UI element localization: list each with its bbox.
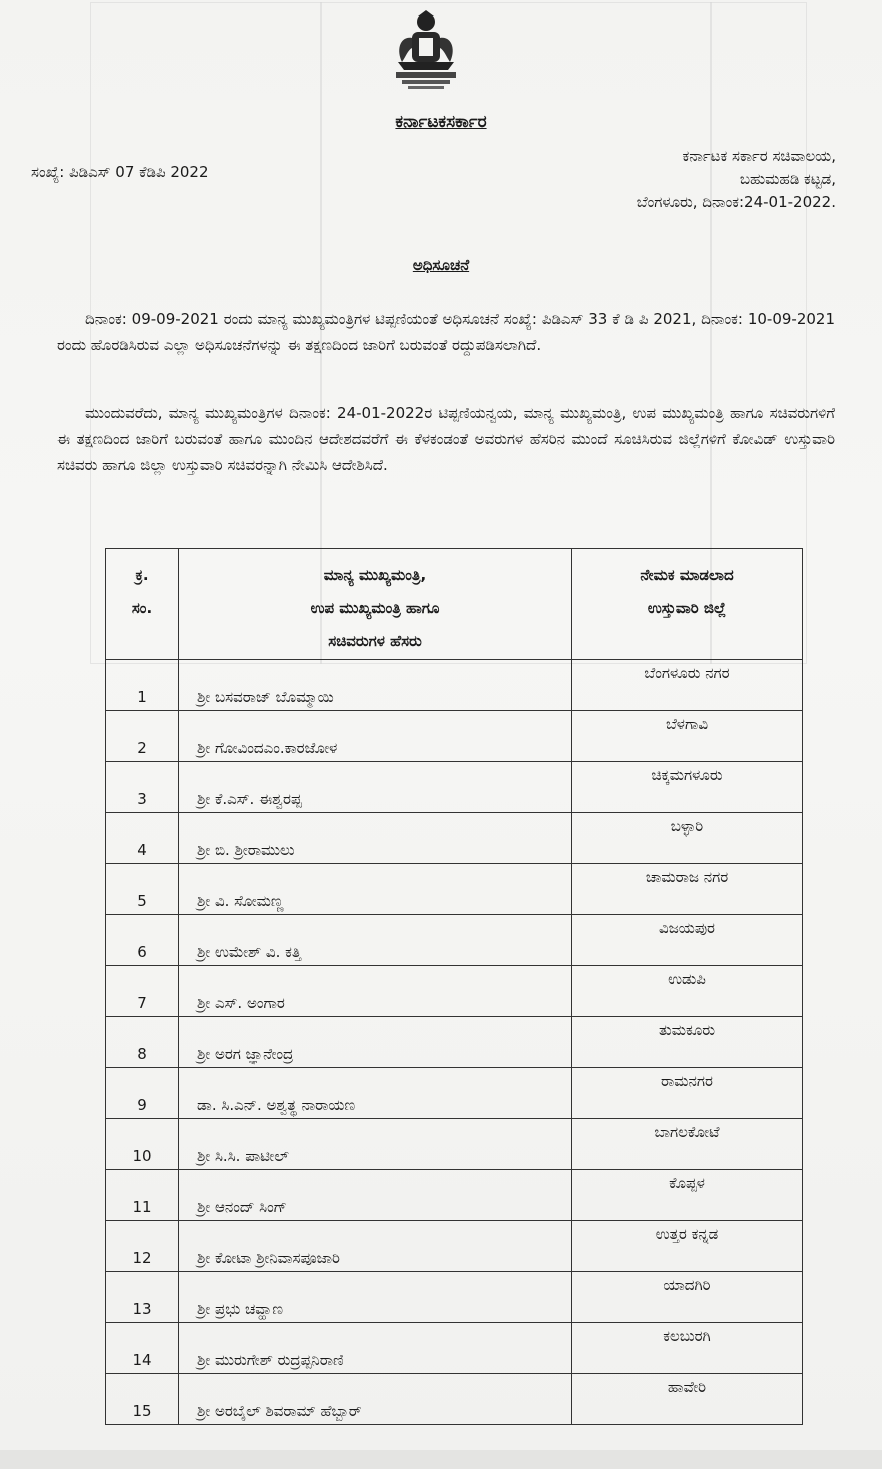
table-row xyxy=(106,1374,803,1425)
district-cell: ಚಿಕ್ಕಮಗಳೂರು xyxy=(572,762,803,813)
district-cell: ಬಾಗಲಕೋಟೆ xyxy=(572,1119,803,1170)
serial-number-cell: 12 xyxy=(106,1221,179,1272)
col-district-header: ನೇಮಕ ಮಾಡಲಾದ ಉಸ್ತುವಾರಿ ಜಿಲ್ಲೆ xyxy=(572,549,803,660)
minister-name-cell: ಶ್ರೀ ಅರಬೈಲ್ ಶಿವರಾಮ್ ಹೆಬ್ಬಾರ್ xyxy=(179,1374,572,1425)
minister-name-cell: ಶ್ರೀ ಗೋವಿಂದಎಂ.ಕಾರಜೋಳ xyxy=(179,711,572,762)
district-cell: ಬೆಂಗಳೂರು ನಗರ xyxy=(572,660,803,711)
table-row xyxy=(106,1068,803,1119)
district-cell: ಯಾದಗಿರಿ xyxy=(572,1272,803,1323)
serial-number-cell: 10 xyxy=(106,1119,179,1170)
reference-number: ಸಂಖ್ಯೆ: ಪಿಡಿಎಸ್ 07 ಕೆಡಿಪಿ 2022 xyxy=(31,163,209,181)
minister-name-cell: ಶ್ರೀ ಬಸವರಾಜ್ ಬೊಮ್ಮಾಯಿ xyxy=(179,660,572,711)
table-row xyxy=(106,1170,803,1221)
table-row xyxy=(106,1221,803,1272)
table-row xyxy=(106,1272,803,1323)
table-row xyxy=(106,762,803,813)
minister-name-cell: ಶ್ರೀ ಕೆ.ಎಸ್. ಈಶ್ವರಪ್ಪ xyxy=(179,762,572,813)
serial-number-cell: 9 xyxy=(106,1068,179,1119)
minister-name-cell: ಶ್ರೀ ಪ್ರಭು ಚವ್ಹಾಣ xyxy=(179,1272,572,1323)
district-cell: ತುಮಕೂರು xyxy=(572,1017,803,1068)
serial-number-cell: 6 xyxy=(106,915,179,966)
serial-number-cell: 1 xyxy=(106,660,179,711)
table-row xyxy=(106,966,803,1017)
bottom-strip xyxy=(0,1450,882,1469)
minister-name-cell: ಶ್ರೀ ಎಸ್. ಅಂಗಾರ xyxy=(179,966,572,1017)
minister-name-cell: ಶ್ರೀ ಅರಗ ಜ್ಞಾನೇಂದ್ರ xyxy=(179,1017,572,1068)
table-row xyxy=(106,915,803,966)
address-line: ಕರ್ನಾಟಕ ಸರ್ಕಾರ ಸಚಿವಾಲಯ, xyxy=(682,147,836,165)
serial-number-cell: 8 xyxy=(106,1017,179,1068)
district-cell: ಚಾಮರಾಜ ನಗರ xyxy=(572,864,803,915)
district-cell: ಕಲಬುರಗಿ xyxy=(572,1323,803,1374)
table-row xyxy=(106,1017,803,1068)
district-cell: ರಾಮನಗರ xyxy=(572,1068,803,1119)
address-block xyxy=(637,145,836,214)
minister-name-cell: ಶ್ರೀ ಸಿ.ಸಿ. ಪಾಟೀಲ್ xyxy=(179,1119,572,1170)
district-cell: ವಿಜಯಪುರ xyxy=(572,915,803,966)
table-row xyxy=(106,864,803,915)
table-body xyxy=(106,660,803,1425)
serial-number-cell: 15 xyxy=(106,1374,179,1425)
col-serial-header: ಕ್ರ. ಸಂ. xyxy=(106,549,179,660)
minister-name-cell: ಶ್ರೀ ಮುರುಗೇಶ್ ರುದ್ರಪ್ಪನಿರಾಣಿ xyxy=(179,1323,572,1374)
minister-name-cell: ಶ್ರೀ ಬಿ. ಶ್ರೀರಾಮುಲು xyxy=(179,813,572,864)
paragraph-cancellation: ದಿನಾಂಕ: 09-09-2021 ರಂದು ಮಾನ್ಯ ಮುಖ್ಯಮಂತ್ರಿಗಳ ಟಿಪ್ಪಣಿಯಂತೆ ಅಧಿಸೂಚನೆ ಸಂಖ್ಯೆ: ಪಿಡಿಎಸ್ 33 ಕೆ ಡಿ ಪಿ 2021, ದಿನಾಂಕ: 10-09-2021 ರಂದು ಹೊರಡಿಸಿರುವ ಎಲ್ಲಾ ಅಧಿಸೂಚನೆಗಳನ್ನು ಈ ತಕ್ಷಣದಿಂದ ಜಾರಿಗೆ ಬರುವಂತೆ ರದ್ದುಪಡಿಸಲಾಗಿದೆ. xyxy=(57,310,835,354)
serial-number-cell: 3 xyxy=(106,762,179,813)
serial-number-cell: 4 xyxy=(106,813,179,864)
address-line: ಬಹುಮಹಡಿ ಕಟ್ಟಡ, xyxy=(739,170,836,188)
table-row xyxy=(106,1119,803,1170)
col-name-header: ಮಾನ್ಯ ಮುಖ್ಯಮಂತ್ರಿ, ಉಪ ಮುಖ್ಯಮಂತ್ರಿ ಹಾಗೂ ಸಚಿವರುಗಳ ಹೆಸರು xyxy=(179,549,572,660)
serial-number-cell: 14 xyxy=(106,1323,179,1374)
minister-name-cell: ಶ್ರೀ ಉಮೇಶ್ ವಿ. ಕತ್ತಿ xyxy=(179,915,572,966)
serial-number-cell: 5 xyxy=(106,864,179,915)
minister-name-cell: ಶ್ರೀ ಕೋಟಾ ಶ್ರೀನಿವಾಸಪೂಜಾರಿ xyxy=(179,1221,572,1272)
table-row xyxy=(106,660,803,711)
district-cell: ಕೊಪ್ಪಳ xyxy=(572,1170,803,1221)
minister-name-cell: ಶ್ರೀ ವಿ. ಸೋಮಣ್ಣ xyxy=(179,864,572,915)
district-cell: ಹಾವೇರಿ xyxy=(572,1374,803,1425)
district-cell: ಬಳ್ಳಾರಿ xyxy=(572,813,803,864)
karnataka-emblem-icon xyxy=(392,10,460,96)
minister-name-cell: ಶ್ರೀ ಆನಂದ್ ಸಿಂಗ್ xyxy=(179,1170,572,1221)
date-line: ಬೆಂಗಳೂರು, ದಿನಾಂಕ:24-01-2022. xyxy=(636,193,836,211)
district-cell: ಬೆಳಗಾವಿ xyxy=(572,711,803,762)
table-header-row xyxy=(106,549,803,660)
district-cell: ಉತ್ತರ ಕನ್ನಡ xyxy=(572,1221,803,1272)
government-title: ಕರ್ನಾಟಕಸರ್ಕಾರ xyxy=(395,112,487,132)
serial-number-cell: 11 xyxy=(106,1170,179,1221)
table-row xyxy=(106,711,803,762)
paragraph-appointment: ಮುಂದುವರೆದು, ಮಾನ್ಯ ಮುಖ್ಯಮಂತ್ರಿಗಳ ದಿನಾಂಕ: 24-01-2022ರ ಟಿಪ್ಪಣಿಯನ್ವಯ, ಮಾನ್ಯ ಮುಖ್ಯಮಂತ್ರಿ, ಉಪ ಮುಖ್ಯಮಂತ್ರಿ ಹಾಗೂ ಸಚಿವರುಗಳಿಗೆ ಈ ತಕ್ಷಣದಿಂದ ಜಾರಿಗೆ ಬರುವಂತೆ ಹಾಗೂ ಮುಂದಿನ ಆದೇಶದವರೆಗೆ ಈ ಕೆಳಕಂಡಂತೆ ಅವರುಗಳ ಹೆಸರಿನ ಮುಂದೆ ಸೂಚಿಸಿರುವ ಜಿಲ್ಲೆಗಳಿಗೆ ಕೋವಿಡ್ ಉಸ್ತುವಾರಿ ಸಚಿವರು ಹಾಗೂ ಜಿಲ್ಲಾ ಉಸ್ತುವಾರಿ ಸಚಿವರನ್ನಾಗಿ ನೇಮಿಸಿ ಆದೇಶಿಸಿದೆ. xyxy=(57,404,835,474)
notification-title: ಅಧಿಸೂಚನೆ xyxy=(412,256,470,274)
district-cell: ಉಡುಪಿ xyxy=(572,966,803,1017)
table-row xyxy=(106,813,803,864)
serial-number-cell: 2 xyxy=(106,711,179,762)
table-row xyxy=(106,1323,803,1374)
serial-number-cell: 13 xyxy=(106,1272,179,1323)
serial-number-cell: 7 xyxy=(106,966,179,1017)
ministers-district-table xyxy=(105,548,803,1425)
minister-name-cell: ಡಾ. ಸಿ.ಎನ್. ಅಶ್ವತ್ಥ ನಾರಾಯಣ xyxy=(179,1068,572,1119)
